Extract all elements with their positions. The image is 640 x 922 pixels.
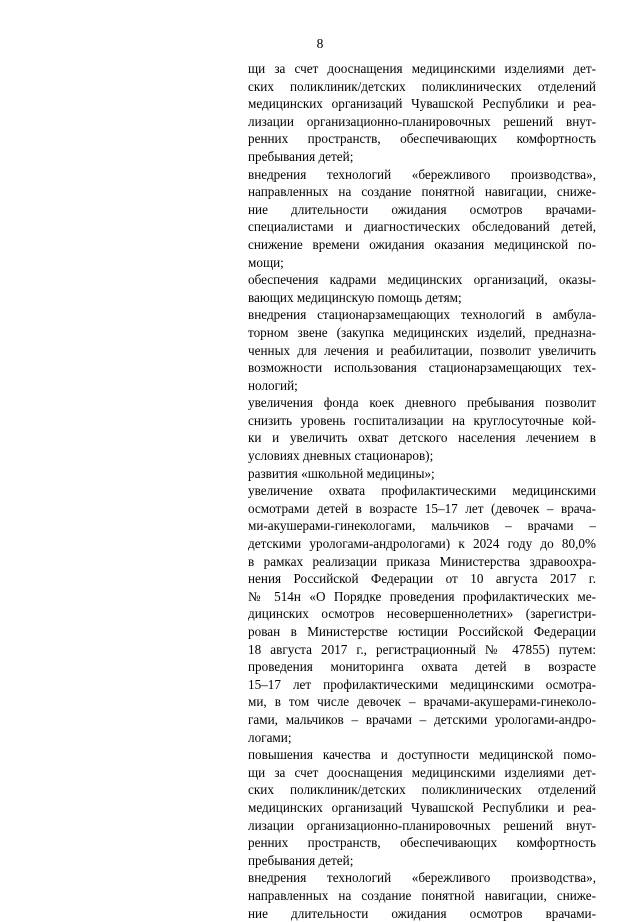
- text-line: № 514н «О Порядке проведения профилактических ме-: [248, 588, 596, 606]
- text-line: увеличение охвата профилактическими медицинскими: [248, 482, 596, 500]
- text-line: ренних пространств, обеспечивающих комфортность: [248, 834, 596, 852]
- text-line: обеспечения кадрами медицинских организаций, оказы-: [248, 271, 596, 289]
- text-line: щи за счет дооснащения медицинскими изделиями дет-: [248, 60, 596, 78]
- document-body: [248, 60, 596, 922]
- text-line: внедрения технологий «бережливого производства»,: [248, 166, 596, 184]
- text-line: 15–17 лет профилактическими медицинскими осмотра-: [248, 676, 596, 694]
- text-line: медицинских организаций Чувашской Республики и реа-: [248, 95, 596, 113]
- text-line: щи за счет дооснащения медицинскими изделиями дет-: [248, 764, 596, 782]
- text-line: ми, в том числе девочек – врачами-акушерами-гинеколо-: [248, 693, 596, 711]
- text-line: ских поликлиник/детских поликлинических отделений: [248, 78, 596, 96]
- text-line: торном звене (закупка медицинских изделий, предназна-: [248, 324, 596, 342]
- text-line: лизации организационно-планировочных решений внут-: [248, 113, 596, 131]
- text-line: снизить уровень госпитализации на круглосуточные кой-: [248, 412, 596, 430]
- text-line: развития «школьной медицины»;: [248, 465, 596, 483]
- text-line: ми-акушерами-гинекологами, мальчиков – врачами –: [248, 517, 596, 535]
- text-line: нологий;: [248, 377, 596, 395]
- text-line: увеличения фонда коек дневного пребывания позволит: [248, 394, 596, 412]
- text-line: ренних пространств, обеспечивающих комфортность: [248, 130, 596, 148]
- text-line: логами;: [248, 729, 596, 747]
- text-line: в рамках реализации приказа Министерства здравоохра-: [248, 553, 596, 571]
- text-line: вающих медицинскую помощь детям;: [248, 289, 596, 307]
- text-line: направленных на создание понятной навигации, сниже-: [248, 183, 596, 201]
- text-line: специалистами и диагностических обследований детей,: [248, 218, 596, 236]
- text-line: пребывания детей;: [248, 852, 596, 870]
- text-line: проведения мониторинга охвата детей в возрасте: [248, 658, 596, 676]
- text-line: гами, мальчиков – врачами – детскими урологами-андро-: [248, 711, 596, 729]
- text-line: пребывания детей;: [248, 148, 596, 166]
- text-line: дицинских осмотров несовершеннолетних» (зарегистри-: [248, 605, 596, 623]
- text-line: повышения качества и доступности медицинской помо-: [248, 746, 596, 764]
- text-line: снижение времени ожидания оказания медицинской по-: [248, 236, 596, 254]
- text-line: ние длительности ожидания осмотров врачами-: [248, 201, 596, 219]
- text-line: внедрения стационарзамещающих технологий в амбула-: [248, 306, 596, 324]
- text-line: ки и увеличить охват детского населения лечением в: [248, 429, 596, 447]
- text-line: 18 августа 2017 г., регистрационный № 47855) путем:: [248, 641, 596, 659]
- text-line: осмотрами детей в возрасте 15–17 лет (девочек – врача-: [248, 500, 596, 518]
- text-line: ние длительности ожидания осмотров врачами-: [248, 905, 596, 922]
- text-line: нения Российской Федерации от 10 августа 2017 г.: [248, 570, 596, 588]
- text-line: направленных на создание понятной навигации, сниже-: [248, 887, 596, 905]
- text-line: детскими урологами-андрологами) к 2024 году до 80,0%: [248, 535, 596, 553]
- text-line: медицинских организаций Чувашской Республики и реа-: [248, 799, 596, 817]
- text-line: ченных для лечения и реабилитации, позволит увеличить: [248, 342, 596, 360]
- text-line: внедрения технологий «бережливого производства»,: [248, 869, 596, 887]
- text-line: рован в Министерстве юстиции Российской Федерации: [248, 623, 596, 641]
- text-line: мощи;: [248, 254, 596, 272]
- text-line: лизации организационно-планировочных решений внут-: [248, 817, 596, 835]
- text-line: ских поликлиник/детских поликлинических отделений: [248, 781, 596, 799]
- page-number: 8: [0, 36, 640, 52]
- text-line: условиях дневных стационаров);: [248, 447, 596, 465]
- text-line: возможности использования стационарзамещающих тех-: [248, 359, 596, 377]
